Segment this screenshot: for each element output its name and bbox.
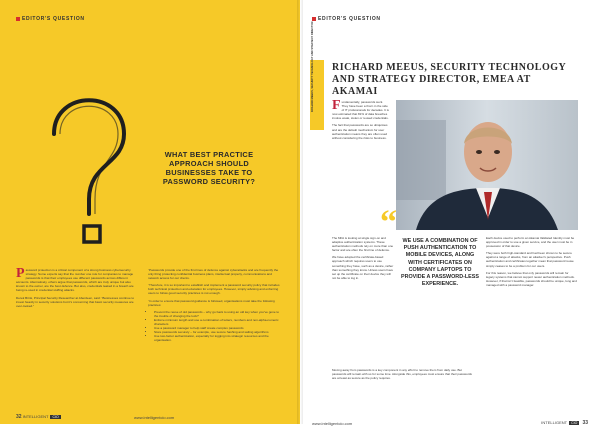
publication-tag: CIO [52,415,59,419]
paragraph: Moving away from passwords is a key component in any effort to remove them from daily use. But passwords will remain with us for some time. Alongside this, employees must ensure that their passwords are at least as secure as the policy requires. [332,368,472,381]
footer [16,414,284,420]
bullet-list [148,310,280,343]
website-url[interactable]: www.intelligentcio.com [312,421,353,426]
left-page [0,0,300,424]
website-url[interactable]: www.intelligentcio.com [134,415,175,420]
editors-question: WHAT BEST PRACTICE APPROACH SHOULD BUSINESSES TAKE TO PASSWORD SECURITY? [162,150,256,186]
paragraph: Derek Brink, Principal Security Researcher at Aberdeen, said: “Businesses continue to invest heavily in security solutions but it’s concerning that basic security measures are over-looked.” [16,295,135,308]
paragraph: Each device used to perform an Akamai Validated Identity must be approved in order to use a given service, and the user must be in possession of that device. [486,236,575,249]
list-item: • Store passwords securely – for example, use secure hashing and salting algorithms [154,330,280,334]
list-item: • Enforce minimum length and use a combination of letters, numbers and non-alpha-numeric characters [154,318,280,326]
right-column-1 [332,100,390,143]
pull-quote: WE USE A COMBINATION OF PUSH AUTHENTICATION TO MOBILE DEVICES, ALONG WITH CERTIFICATES ON COMPANY LAPTOPS TO PROVIDE A PASSWORD-LESS EXPERIENCE. [401,238,479,288]
vertical-tab-label: RICHARD MEEUS, SECURITY TECHNOLOGY AND STRATEGY DIRECTOR [311,21,314,112]
page-spine [297,0,303,424]
section-label: EDITOR'S QUESTION [312,16,381,22]
right-column-1b [332,236,394,283]
quote-icon: “ [380,204,397,241]
question-mark-illustration [14,64,164,269]
list-item: • Use two-factor authentication, especially for logging into strategic resources and the organisation. [154,334,280,342]
section-marker [312,17,316,21]
right-column-3 [486,236,578,290]
drop-cap: F [332,98,341,113]
list-item: • Prevent the reuse of old passwords – why go back to using an old key when you’ve gone to the trouble of changing the lock? [154,310,280,318]
paragraph: For this reason, we believe that only passwords will remain for legacy systems that cannot support newer authentication methods. However, if that isn’t feasible, passwords should be unique, long and managed with a password manager. [486,270,577,287]
drop-cap: P [16,266,25,281]
list-item: • Use a password manager to help staff create complex passwords [154,326,280,330]
right-column-bottom [332,368,472,383]
publication-name: INTELLIGENT [22,414,49,419]
page-number: 32 [16,414,22,420]
section-marker [16,17,20,21]
paragraph: The MFA is looking at single sign-on and adaptive authentication systems. These authentication methods rely on more than one factor and are often the first line of defence. [332,236,394,253]
section-label: EDITOR'S QUESTION [16,16,85,22]
paragraph: The fact that passwords are so ubiquitous and are the default mechanism for user authentication means they are often used without considering the risks to business. [332,123,388,140]
left-column-2 [148,268,280,346]
page-number: 33 [582,420,588,426]
paragraph: “Passwords provide one of the first lines of defence against cyberattacks and are frequently the only thing protecting confidential business plans, intellectual property, communications and network access for our clients. [148,268,279,281]
paragraph: “In order to ensure that password guidance is followed, organisations must take the following practices: [148,298,275,307]
paragraph: Password protection is a critical component of a strong business cybersecurity strategy. Some experts say that the number one rule for companies to manage passwords is that their employees use different passwords across different accounts. Alternatively, others argue that passwords, which are truly unique but also known to the owner, are the best defence. But also, credentials leaked in a breach are being re-used in credential stuffing attacks. [16,266,134,293]
publication-tag: CIO [571,421,578,425]
paragraph: “Therefore, it is so important to establish and implement a password security policy that includes both technical protection and education for employees. However, simply advising and enforcing users to follow good security practices is not enough. [148,283,280,296]
portrait-photo [396,100,578,230]
paragraph: They were both high-standard and had been shown to be secure against a range of attacks, from an attacker’s perspective. Push authentication and certificates together mean that password reuse simply ceases to be a problem for our users. [486,251,574,268]
paragraph: Fundamentally, passwords suck. They have been a thorn in the side of IT professionals for decades. It is now estimated that 81% of data breaches involve weak, stolen or reused credentials. [332,98,389,121]
left-column-1 [16,268,138,311]
paragraph: We have adopted the certificate-based approach which requires users to use something they have, such as a device, rather than something they know. Unless users have set up the certificate on their device they will not be able to log in. [332,255,394,280]
footer-brand [541,420,588,426]
publication-name: INTELLIGENT [541,420,568,425]
contributor-headline: RICHARD MEEUS, SECURITY TECHNOLOGY AND STRATEGY DIRECTOR, EMEA AT AKAMAI [332,62,566,97]
